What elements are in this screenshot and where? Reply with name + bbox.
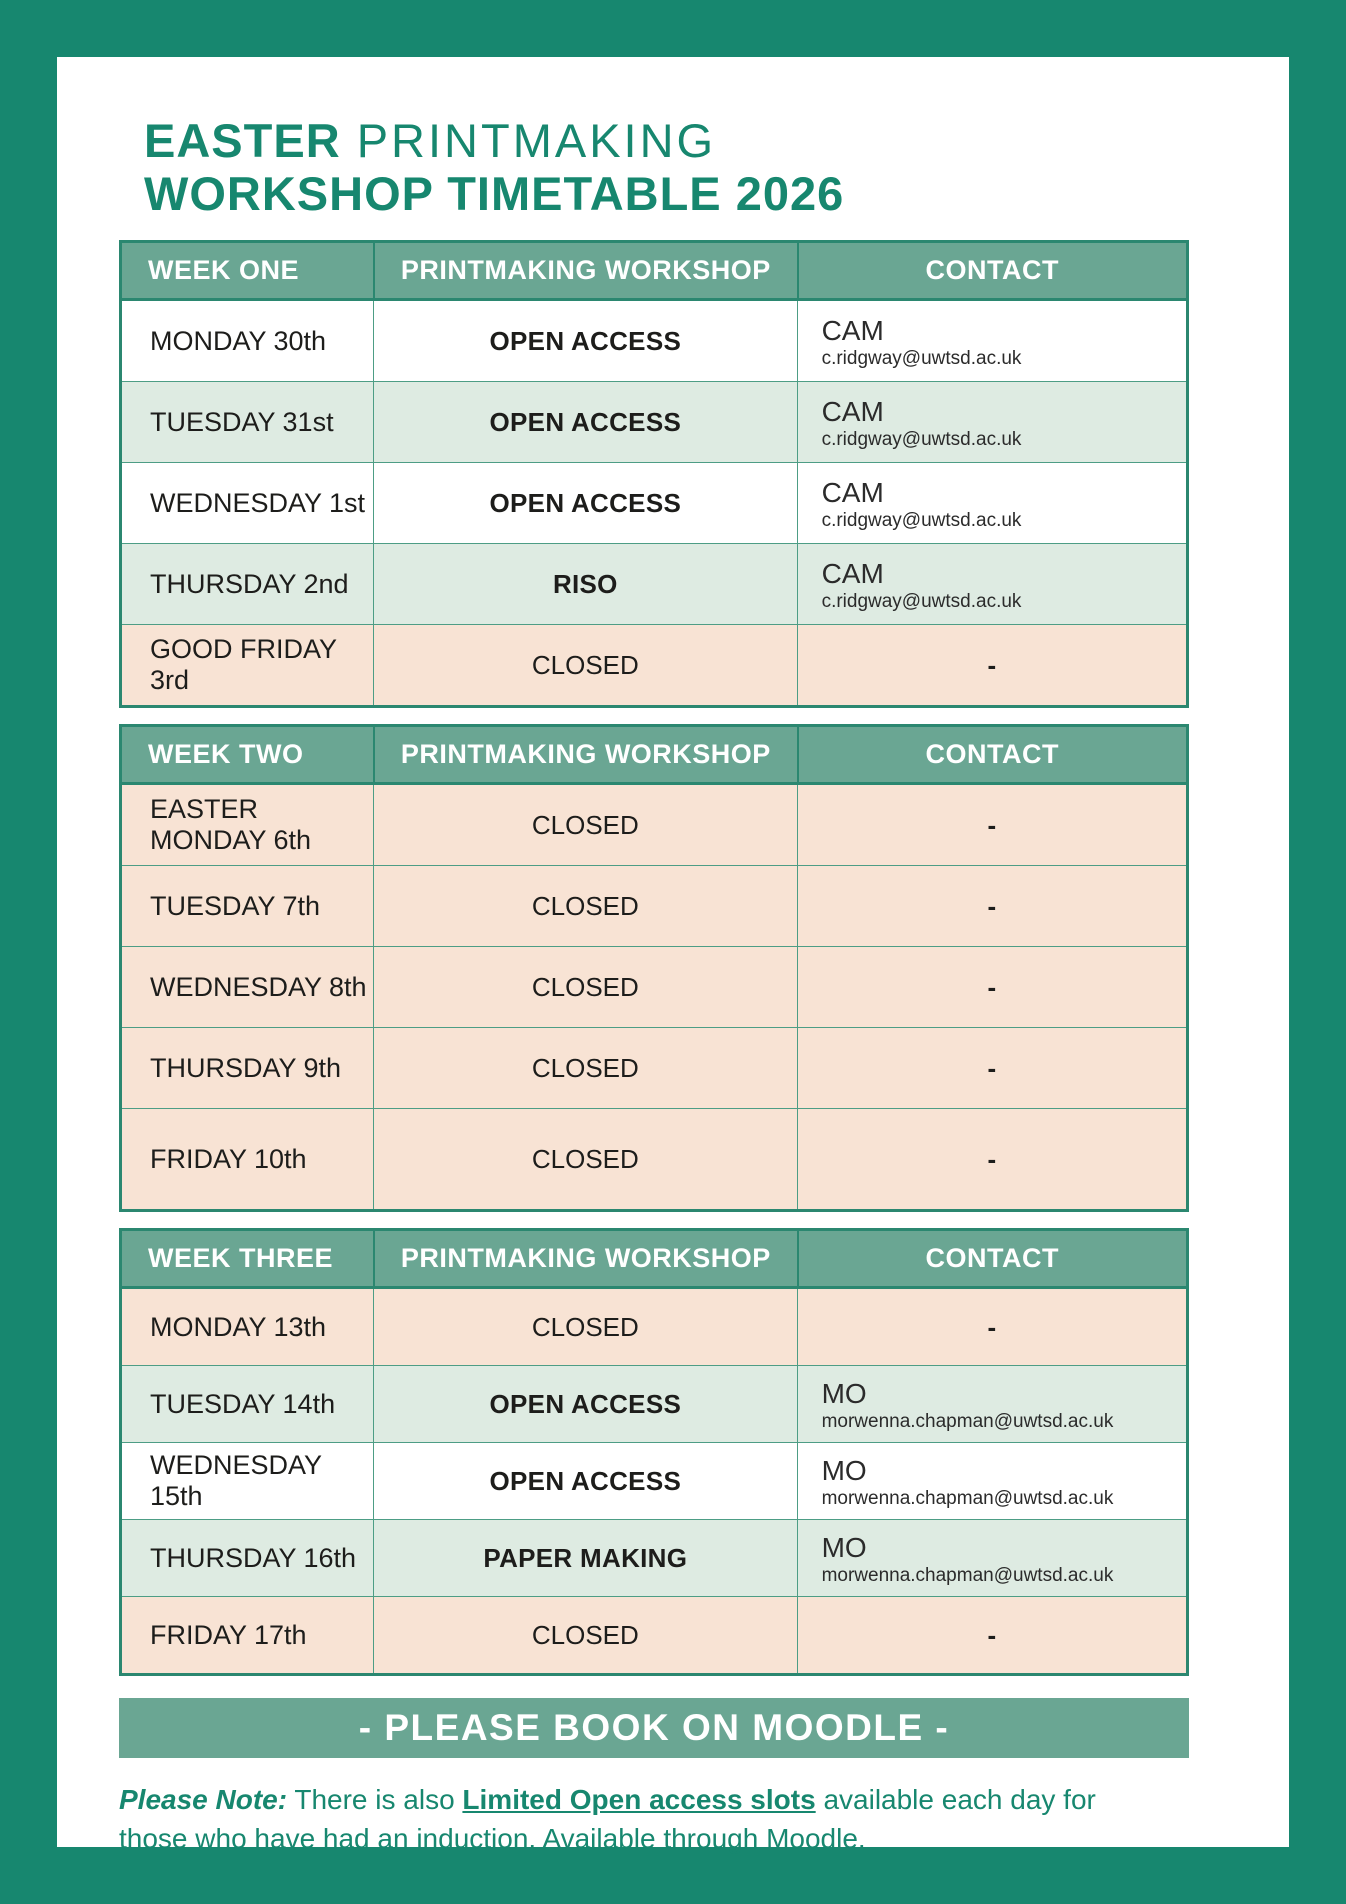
day-cell: WEDNESDAY 8th (150, 971, 367, 1002)
table-row (122, 624, 1186, 705)
day-cell: TUESDAY 31st (150, 406, 334, 437)
contact-email: morwenna.chapman@uwtsd.ac.uk (821, 1564, 1114, 1586)
content-panel (57, 57, 1289, 1855)
contact-cell: - (797, 1028, 1186, 1108)
workshop-cell: OPEN ACCESS (373, 382, 796, 462)
note-before-link: There is also (287, 1784, 463, 1816)
workshop-cell: OPEN ACCESS (373, 463, 796, 543)
table-row (122, 1365, 1186, 1442)
note-underlined-text: Limited Open access slots (462, 1784, 816, 1816)
workshop-column-header: PRINTMAKING WORKSHOP (373, 1231, 796, 1286)
workshop-cell: CLOSED (373, 625, 796, 705)
page-title (144, 115, 1249, 220)
contact-cell: - (797, 866, 1186, 946)
contact-column-header: CONTACT (797, 727, 1186, 782)
day-cell: WEDNESDAY 1st (150, 487, 366, 518)
workshop-cell: CLOSED (373, 1028, 796, 1108)
contact-cell (797, 463, 1186, 543)
contact-cell: - (797, 947, 1186, 1027)
contact-name: CAM (821, 476, 884, 508)
note-after-link: available each day for those who have had an induction. Available through Moodle. (119, 1784, 1096, 1855)
contact-column-header: CONTACT (797, 1231, 1186, 1286)
contact-email: c.ridgway@uwtsd.ac.uk (821, 509, 1022, 531)
table-row (122, 1519, 1186, 1596)
contact-cell: - (797, 1597, 1186, 1673)
table-row (122, 1027, 1186, 1108)
day-cell: EASTER MONDAY 6th (150, 794, 312, 856)
contact-email: c.ridgway@uwtsd.ac.uk (821, 590, 1022, 612)
table-row (122, 865, 1186, 946)
contact-cell (797, 1366, 1186, 1442)
timetable-week-three (119, 1228, 1189, 1676)
workshop-cell: CLOSED (373, 785, 796, 865)
week-label: WEEK THREE (148, 1243, 334, 1274)
week-label: WEEK ONE (148, 255, 300, 286)
day-cell: THURSDAY 16th (150, 1542, 357, 1573)
note-text (119, 1780, 1159, 1858)
contact-cell: - (797, 785, 1186, 865)
timetable-week-one (119, 240, 1189, 708)
workshop-column-header: PRINTMAKING WORKSHOP (373, 243, 796, 298)
workshop-column-header: PRINTMAKING WORKSHOP (373, 727, 796, 782)
contact-cell: - (797, 1109, 1186, 1209)
day-cell: TUESDAY 7th (150, 890, 321, 921)
table-header-row (122, 727, 1186, 785)
contact-name: MO (821, 1531, 867, 1563)
table-row (122, 1108, 1186, 1209)
contact-column-header: CONTACT (797, 243, 1186, 298)
note-lead: Please Note: (119, 1784, 288, 1816)
week-label: WEEK TWO (148, 739, 304, 770)
workshop-cell: CLOSED (373, 866, 796, 946)
contact-cell (797, 544, 1186, 624)
contact-cell (797, 1520, 1186, 1596)
title-highlight: EASTER (144, 114, 341, 167)
day-cell: WEDNESDAY 15th (150, 1450, 322, 1512)
title-line-2: WORKSHOP TIMETABLE 2026 (144, 166, 845, 220)
table-header-row (122, 1231, 1186, 1289)
table-row (122, 543, 1186, 624)
day-cell: FRIDAY 17th (150, 1619, 307, 1650)
table-row (122, 785, 1186, 865)
contact-cell (797, 1443, 1186, 1519)
workshop-cell: RISO (373, 544, 796, 624)
workshop-cell: OPEN ACCESS (373, 1443, 796, 1519)
workshop-cell: CLOSED (373, 1289, 796, 1365)
contact-name: MO (821, 1377, 867, 1409)
contact-name: CAM (821, 395, 884, 427)
table-row (122, 462, 1186, 543)
table-row (122, 301, 1186, 381)
table-row (122, 381, 1186, 462)
timetable-week-two (119, 724, 1189, 1212)
title-line-1 (144, 115, 1249, 168)
workshop-cell: OPEN ACCESS (373, 1366, 796, 1442)
contact-cell (797, 301, 1186, 381)
table-row (122, 1442, 1186, 1519)
contact-email: c.ridgway@uwtsd.ac.uk (821, 347, 1022, 369)
day-cell: GOOD FRIDAY 3rd (150, 634, 337, 696)
contact-email: morwenna.chapman@uwtsd.ac.uk (821, 1410, 1114, 1432)
moodle-banner (119, 1698, 1189, 1758)
table-row (122, 1289, 1186, 1365)
workshop-cell: CLOSED (373, 1597, 796, 1673)
day-cell: MONDAY 13th (150, 1311, 327, 1342)
contact-cell: - (797, 625, 1186, 705)
moodle-banner-label: - PLEASE BOOK ON MOODLE - (358, 1707, 950, 1749)
table-row (122, 946, 1186, 1027)
contact-email: c.ridgway@uwtsd.ac.uk (821, 428, 1022, 450)
title-rest: PRINTMAKING (340, 114, 717, 167)
contact-name: CAM (821, 314, 884, 346)
day-cell: MONDAY 30th (150, 325, 327, 356)
table-header-row (122, 243, 1186, 301)
day-cell: FRIDAY 10th (150, 1143, 307, 1174)
day-cell: TUESDAY 14th (150, 1388, 336, 1419)
day-cell: THURSDAY 9th (150, 1052, 342, 1083)
workshop-cell: PAPER MAKING (373, 1520, 796, 1596)
contact-name: CAM (821, 557, 884, 589)
table-row (122, 1596, 1186, 1673)
workshop-cell: CLOSED (373, 1109, 796, 1209)
contact-email: morwenna.chapman@uwtsd.ac.uk (821, 1487, 1114, 1509)
contact-cell (797, 382, 1186, 462)
contact-name: MO (821, 1454, 867, 1486)
workshop-cell: CLOSED (373, 947, 796, 1027)
workshop-cell: OPEN ACCESS (373, 301, 796, 381)
day-cell: THURSDAY 2nd (150, 568, 349, 599)
contact-cell: - (797, 1289, 1186, 1365)
